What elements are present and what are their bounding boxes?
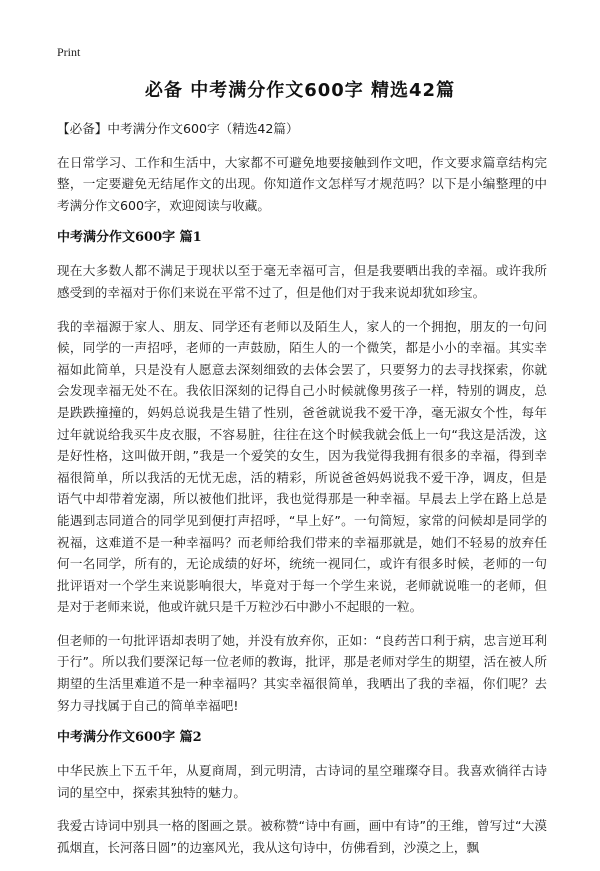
intro-paragraph: 在日常学习、工作和生活中，大家都不可避免地要接触到作文吧，作文要求篇章结构完整，一定要避免无结尾作文的出现。你知道作文怎样写才规范吗？以下是小编整理的中考满分作文600字，欢迎阅读与收藏。 <box>57 154 547 213</box>
print-link[interactable]: Print <box>57 45 81 59</box>
section-paragraph: 我爱古诗词中别具一格的图画之景。被称赞“诗中有画，画中有诗”的王维，曾写过“大漠孤烟直，长河落日圆”的边塞风光，我从这句诗中，仿佛看到，沙漠之上，飘 <box>57 818 547 856</box>
article-body <box>57 118 547 871</box>
section-paragraph: 我的幸福源于家人、朋友、同学还有老师以及陌生人，家人的一个拥抱，朋友的一句问候，同学的一声招呼，老师的一声鼓励，陌生人的一个微笑，都是小小的幸福。其实幸福如此简单，只是没有人愿意去深刻细致的去体会罢了，只要努力的去寻找探索，你就会发现幸福无处不在。我依旧深刻的记得自己小时候就像男孩子一样，特别的调皮，总是跌跌撞撞的，妈妈总说我是生错了性别，爸爸就说我不爱干净，毫无淑女个性，每年过年就说给我买牛皮衣服，不容易脏，往往在这个时候我就会低上一句“我这是活泼，这是好性格，这叫做开朗，”我是一个爱笑的女生，因为我觉得我拥有很多的幸福，得到幸福很简单，所以我活的无忧无虑，活的精彩，所说爸爸妈妈说我不爱干净，调皮，但是语气中却带着宠溺，所以被他们批评，我也觉得那是一种幸福。早晨去上学在路上总是能遇到志同道合的同学见到便打声招呼，“早上好”。一句简短，家常的问候却是同学的祝福，这难道不是一种幸福吗？而老师给我们带来的幸福那就是，她们不轻易的放弃任何一名同学，所有的，无论成绩的好坏，统统一视同仁，或许有很多时候，老师的一句批评语对一个学生来说影响很大，毕竟对于每一个学生来说，老师就说唯一的老师，但是对于老师来说，他或许就只是千万粒沙石中渺小不起眼的一粒。 <box>57 318 547 615</box>
section-paragraph: 现在大多数人都不满足于现状以至于毫无幸福可言，但是我要晒出我的幸福。或许我所感受到的幸福对于你们来说在平常不过了，但是他们对于我来说却犹如珍宝。 <box>57 263 547 300</box>
section-paragraph: 但老师的一句批评语却表明了她，并没有放弃你，正如：“良药苦口利于病，忠言逆耳利于行”。所以我们要深记每一位老师的教诲，批评，那是老师对学生的期望，活在被人所期望的生活里难道不是一种幸福吗？其实幸福很简单，我晒出了我的幸福，你们呢？去努力寻找属于自己的简单幸福吧! <box>57 632 547 713</box>
section-heading: 中考满分作文600字 篇2 <box>57 730 202 746</box>
section-paragraph: 中华民族上下五千年，从夏商周，到元明清，古诗词的星空璀璨夺目。我喜欢徜徉古诗词的星空中，探索其独特的魅力。 <box>57 763 547 800</box>
section-heading: 中考满分作文600字 篇1 <box>57 230 202 246</box>
intro-tag-line: 【必备】中考满分作文600字（精选42篇） <box>57 121 299 136</box>
page-title: 必备 中考满分作文600字 精选42篇 <box>144 80 456 101</box>
